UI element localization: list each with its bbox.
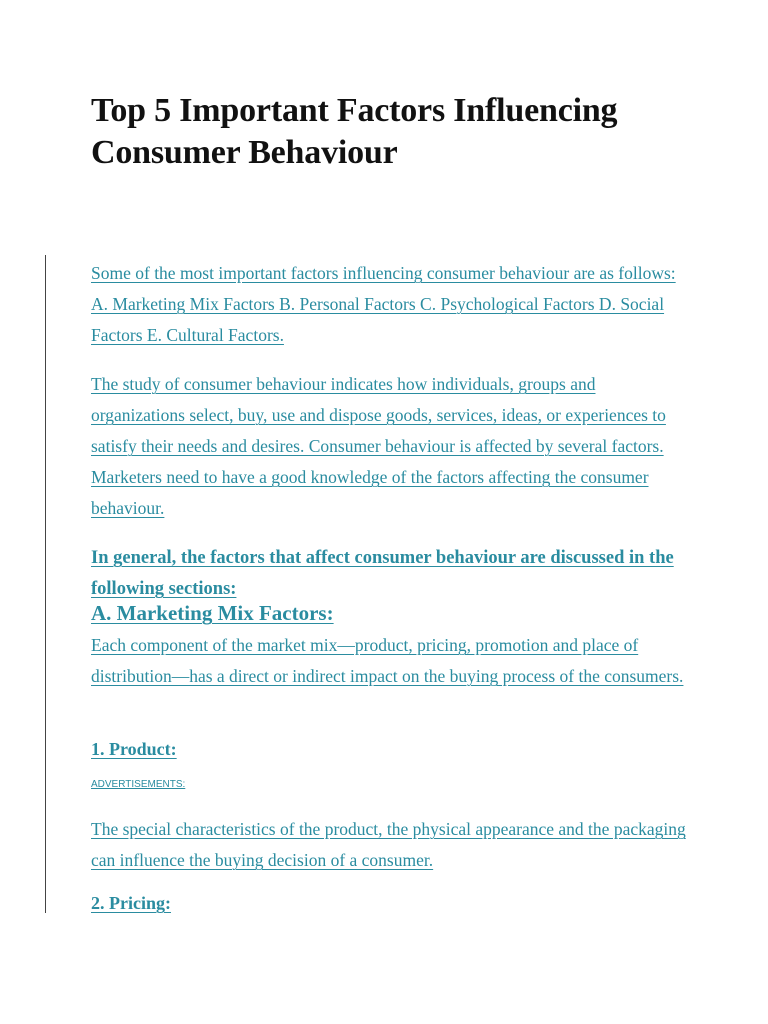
general-factors-heading-link[interactable]: In general, the factors that affect consumer behaviour are discussed in the following sections: <box>91 548 674 599</box>
section-a-heading-link[interactable]: A. Marketing Mix Factors: <box>91 601 334 625</box>
pricing-heading-link[interactable]: 2. Pricing: <box>91 893 171 913</box>
product-heading-link[interactable]: 1. Product: <box>91 739 177 759</box>
page-title: Top 5 Important Factors Influencing Consumer Behaviour <box>91 92 618 171</box>
intro-paragraph-link[interactable]: Some of the most important factors influencing consumer behaviour are as follows: A. Marketing Mix Factors B. Personal Factors C. Psychological Factors D. Social Factors E. Cultural Factors. <box>91 263 676 345</box>
study-paragraph-link[interactable]: The study of consumer behaviour indicates how individuals, groups and organizations select, buy, use and dispose goods, services, ideas, or experiences to satisfy their needs and desires. Consumer behaviour is affected by several factors. Marketers need to have a good knowledge of the factors affecting the consumer behaviour. <box>91 374 666 518</box>
product-paragraph-link[interactable]: The special characteristics of the product, the physical appearance and the packaging can influence the buying decision of a consumer. <box>91 819 686 870</box>
section-a-paragraph-link[interactable]: Each component of the market mix—product, pricing, promotion and place of distribution—has a direct or indirect impact on the buying process of the consumers. <box>91 635 684 686</box>
advertisements-label-link[interactable]: ADVERTISEMENTS: <box>91 779 186 790</box>
left-margin-rule <box>45 255 46 913</box>
